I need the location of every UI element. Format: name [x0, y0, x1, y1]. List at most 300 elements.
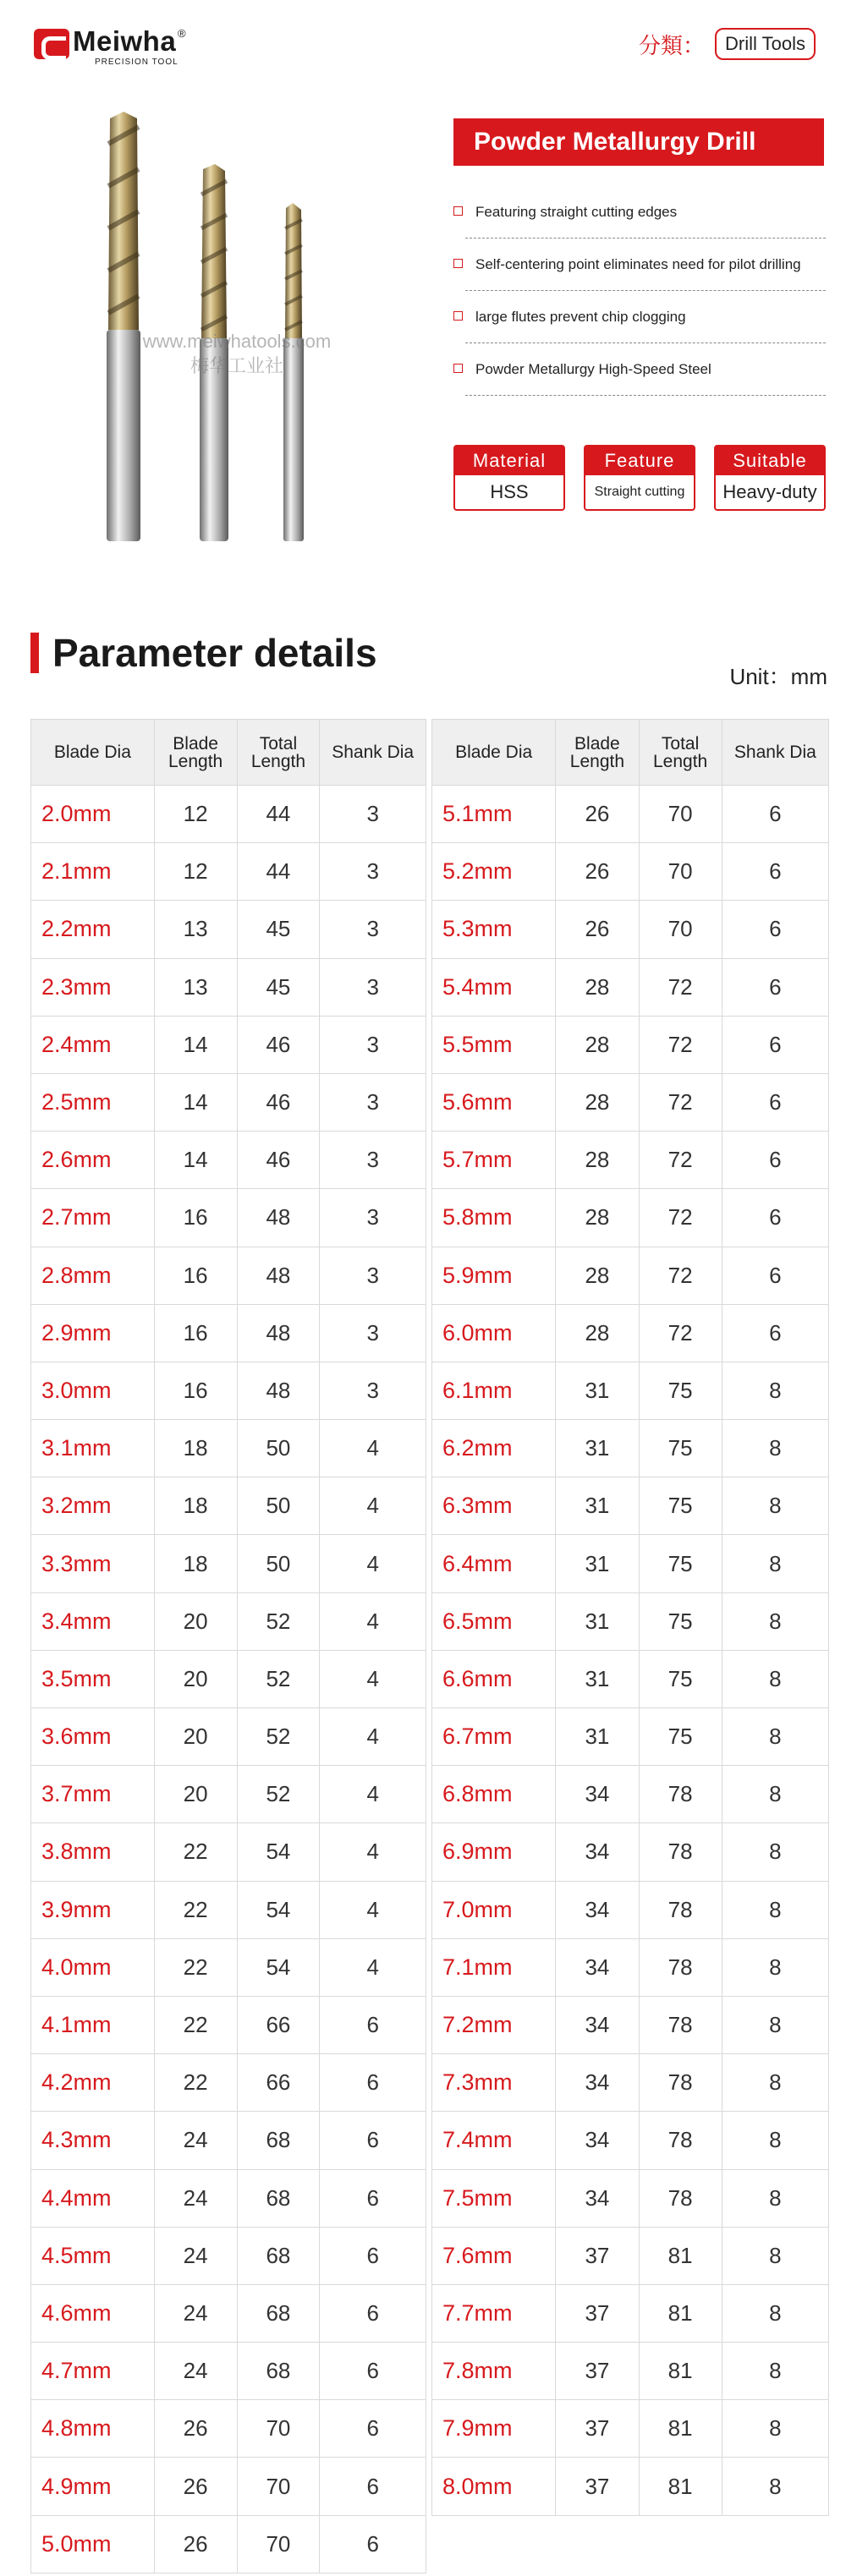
badge-label: Material — [455, 447, 563, 475]
cell-blade-length: 18 — [154, 1477, 237, 1535]
table-row — [31, 2284, 426, 2342]
section-title: Parameter details — [52, 631, 377, 675]
cell-blade-length: 26 — [154, 2458, 237, 2515]
feature-text: Powder Metallurgy High-Speed Steel — [475, 360, 711, 377]
cell-blade-dia: 6.4mm — [432, 1535, 556, 1592]
cell-total-length: 44 — [237, 843, 320, 901]
cell-shank-dia: 6 — [722, 901, 828, 958]
table-row — [432, 2227, 829, 2284]
cell-blade-dia: 2.9mm — [31, 1304, 155, 1362]
header-blade-dia: Blade Dia — [432, 720, 556, 786]
table-row — [31, 2400, 426, 2458]
badge-suitable — [714, 445, 826, 511]
product-title: Powder Metallurgy Drill — [453, 118, 824, 166]
cell-blade-length: 18 — [154, 1535, 237, 1592]
cell-blade-length: 31 — [556, 1477, 639, 1535]
cell-shank-dia: 6 — [722, 1189, 828, 1247]
cell-shank-dia: 8 — [722, 1592, 828, 1650]
table-row — [432, 2169, 829, 2227]
cell-total-length: 78 — [639, 2054, 722, 2112]
cell-total-length: 48 — [237, 1189, 320, 1247]
cell-shank-dia: 6 — [320, 1996, 426, 2053]
cell-blade-length: 34 — [556, 1938, 639, 1996]
cell-shank-dia: 8 — [722, 2054, 828, 2112]
cell-total-length: 78 — [639, 1881, 722, 1938]
cell-shank-dia: 8 — [722, 2284, 828, 2342]
cell-blade-length: 13 — [154, 901, 237, 958]
table-row — [432, 2284, 829, 2342]
cell-blade-length: 28 — [556, 1189, 639, 1247]
cell-shank-dia: 8 — [722, 1362, 828, 1419]
cell-total-length: 54 — [237, 1823, 320, 1881]
badge-value: Heavy-duty — [722, 481, 817, 502]
cell-shank-dia: 4 — [320, 1650, 426, 1707]
cell-shank-dia: 3 — [320, 1132, 426, 1189]
cell-shank-dia: 4 — [320, 1535, 426, 1592]
table-row — [432, 2400, 829, 2458]
feature-text: Featuring straight cutting edges — [475, 203, 678, 220]
cell-total-length: 46 — [237, 1132, 320, 1189]
table-row — [31, 2343, 426, 2400]
badge-value: Straight cutting — [594, 485, 685, 499]
cell-total-length: 70 — [237, 2400, 320, 2458]
cell-blade-dia: 3.2mm — [31, 1477, 155, 1535]
cell-blade-length: 16 — [154, 1304, 237, 1362]
feature-item — [465, 291, 826, 343]
cell-total-length: 70 — [639, 843, 722, 901]
table-row — [31, 1766, 426, 1823]
cell-shank-dia: 8 — [722, 2458, 828, 2515]
cell-blade-length: 20 — [154, 1650, 237, 1707]
cell-total-length: 52 — [237, 1766, 320, 1823]
cell-blade-length: 24 — [154, 2227, 237, 2284]
cell-shank-dia: 8 — [722, 1420, 828, 1477]
cell-total-length: 70 — [639, 786, 722, 843]
header-shank-dia: Shank Dia — [722, 720, 828, 786]
cell-total-length: 54 — [237, 1938, 320, 1996]
cell-blade-length: 22 — [154, 1938, 237, 1996]
cell-total-length: 78 — [639, 1823, 722, 1881]
cell-blade-length: 26 — [556, 786, 639, 843]
cell-blade-dia: 3.9mm — [31, 1881, 155, 1938]
table-row — [432, 1189, 829, 1247]
table-row — [31, 1708, 426, 1766]
cell-blade-length: 22 — [154, 1823, 237, 1881]
cell-shank-dia: 6 — [722, 1016, 828, 1073]
cell-shank-dia: 8 — [722, 2400, 828, 2458]
badge-value: HSS — [490, 481, 529, 502]
cell-blade-length: 37 — [556, 2284, 639, 2342]
cell-shank-dia: 6 — [722, 786, 828, 843]
table-row — [432, 1304, 829, 1362]
cell-total-length: 75 — [639, 1650, 722, 1707]
cell-total-length: 78 — [639, 1996, 722, 2053]
table-row — [432, 1016, 829, 1073]
cell-blade-dia: 5.0mm — [31, 2515, 155, 2573]
cell-blade-length: 18 — [154, 1420, 237, 1477]
cell-shank-dia: 6 — [320, 2515, 426, 2573]
cell-shank-dia: 6 — [722, 1247, 828, 1304]
cell-shank-dia: 3 — [320, 1304, 426, 1362]
watermark-url: www.meiwhatools.com — [142, 331, 332, 352]
cell-blade-length: 16 — [154, 1362, 237, 1419]
table-row — [432, 1535, 829, 1592]
table-row — [31, 2458, 426, 2515]
cell-total-length: 68 — [237, 2343, 320, 2400]
cell-total-length: 75 — [639, 1420, 722, 1477]
badge-material — [453, 445, 565, 511]
params-table-left — [30, 719, 426, 2573]
cell-blade-dia: 6.3mm — [432, 1477, 556, 1535]
spec-badges — [453, 445, 826, 512]
watermark — [110, 330, 364, 378]
table-row — [31, 2515, 426, 2573]
cell-blade-dia: 5.4mm — [432, 958, 556, 1016]
logo-mark-icon — [34, 29, 69, 59]
cell-blade-dia: 6.9mm — [432, 1823, 556, 1881]
cell-blade-dia: 2.8mm — [31, 1247, 155, 1304]
table-row — [31, 1016, 426, 1073]
cell-blade-length: 16 — [154, 1189, 237, 1247]
cell-blade-dia: 6.8mm — [432, 1766, 556, 1823]
cell-blade-dia: 4.5mm — [31, 2227, 155, 2284]
cell-blade-length: 20 — [154, 1766, 237, 1823]
cell-blade-length: 26 — [154, 2515, 237, 2573]
table-row — [31, 2112, 426, 2169]
table-row — [31, 1823, 426, 1881]
cell-total-length: 75 — [639, 1592, 722, 1650]
cell-blade-length: 37 — [556, 2343, 639, 2400]
cell-total-length: 48 — [237, 1362, 320, 1419]
cell-blade-dia: 5.6mm — [432, 1073, 556, 1131]
cell-blade-dia: 5.8mm — [432, 1189, 556, 1247]
table-row — [31, 1362, 426, 1419]
table-row — [31, 786, 426, 843]
cell-blade-dia: 5.9mm — [432, 1247, 556, 1304]
cell-shank-dia: 4 — [320, 1708, 426, 1766]
cell-shank-dia: 8 — [722, 1708, 828, 1766]
cell-shank-dia: 6 — [320, 2227, 426, 2284]
table-row — [31, 1881, 426, 1938]
cell-total-length: 81 — [639, 2458, 722, 2515]
cell-blade-length: 12 — [154, 786, 237, 843]
cell-shank-dia: 6 — [320, 2284, 426, 2342]
cell-shank-dia: 6 — [722, 958, 828, 1016]
cell-shank-dia: 6 — [320, 2343, 426, 2400]
cell-total-length: 72 — [639, 1247, 722, 1304]
category-value: Drill Tools — [715, 28, 816, 60]
cell-blade-length: 34 — [556, 1823, 639, 1881]
table-row — [31, 2227, 426, 2284]
cell-shank-dia: 3 — [320, 1247, 426, 1304]
badge-feature — [584, 445, 695, 511]
cell-shank-dia: 8 — [722, 1766, 828, 1823]
cell-shank-dia: 3 — [320, 1073, 426, 1131]
cell-blade-length: 26 — [556, 843, 639, 901]
header-total-length: Total Length — [639, 720, 722, 786]
table-row — [432, 1823, 829, 1881]
table-row — [432, 1650, 829, 1707]
badge-label: Suitable — [716, 447, 824, 475]
cell-shank-dia: 6 — [722, 843, 828, 901]
cell-total-length: 68 — [237, 2227, 320, 2284]
cell-shank-dia: 6 — [722, 1304, 828, 1362]
table-header-row — [31, 720, 426, 786]
table-row — [31, 1938, 426, 1996]
cell-shank-dia: 4 — [320, 1766, 426, 1823]
cell-shank-dia: 4 — [320, 1420, 426, 1477]
cell-shank-dia: 6 — [722, 1132, 828, 1189]
cell-blade-length: 34 — [556, 2169, 639, 2227]
watermark-company: 梅华工业社 — [190, 354, 283, 376]
cell-total-length: 78 — [639, 1938, 722, 1996]
table-row — [31, 2054, 426, 2112]
cell-total-length: 72 — [639, 1304, 722, 1362]
cell-total-length: 46 — [237, 1073, 320, 1131]
cell-total-length: 72 — [639, 1016, 722, 1073]
table-row — [31, 1996, 426, 2053]
cell-blade-dia: 5.1mm — [432, 786, 556, 843]
section-heading — [30, 631, 377, 675]
cell-blade-length: 34 — [556, 2054, 639, 2112]
table-row — [432, 901, 829, 958]
cell-blade-dia: 7.0mm — [432, 1881, 556, 1938]
cell-blade-dia: 2.5mm — [31, 1073, 155, 1131]
cell-total-length: 70 — [237, 2515, 320, 2573]
table-row — [31, 1650, 426, 1707]
cell-blade-dia: 2.1mm — [31, 843, 155, 901]
table-row — [31, 1073, 426, 1131]
category-label: 分類： — [639, 33, 706, 59]
table-row — [31, 1247, 426, 1304]
cell-shank-dia: 8 — [722, 2227, 828, 2284]
table-row — [432, 958, 829, 1016]
cell-blade-dia: 2.7mm — [31, 1189, 155, 1247]
cell-total-length: 81 — [639, 2400, 722, 2458]
table-row — [432, 2458, 829, 2515]
cell-total-length: 75 — [639, 1535, 722, 1592]
cell-blade-length: 22 — [154, 2054, 237, 2112]
cell-blade-length: 16 — [154, 1247, 237, 1304]
cell-blade-length: 28 — [556, 1073, 639, 1131]
feature-text: large flutes prevent chip clogging — [475, 308, 686, 325]
cell-blade-length: 31 — [556, 1420, 639, 1477]
cell-total-length: 78 — [639, 2169, 722, 2227]
cell-blade-length: 31 — [556, 1362, 639, 1419]
cell-blade-length: 34 — [556, 1881, 639, 1938]
header-total-length: Total Length — [237, 720, 320, 786]
cell-blade-dia: 3.5mm — [31, 1650, 155, 1707]
cell-total-length: 66 — [237, 2054, 320, 2112]
table-row — [432, 843, 829, 901]
cell-blade-length: 24 — [154, 2169, 237, 2227]
cell-shank-dia: 8 — [722, 1535, 828, 1592]
cell-blade-length: 20 — [154, 1708, 237, 1766]
cell-blade-length: 12 — [154, 843, 237, 901]
params-table-right — [431, 719, 829, 2516]
cell-total-length: 81 — [639, 2284, 722, 2342]
cell-shank-dia: 8 — [722, 1996, 828, 2053]
cell-blade-length: 31 — [556, 1535, 639, 1592]
cell-total-length: 50 — [237, 1477, 320, 1535]
cell-blade-dia: 4.3mm — [31, 2112, 155, 2169]
table-row — [432, 1881, 829, 1938]
cell-total-length: 68 — [237, 2169, 320, 2227]
table-row — [31, 1535, 426, 1592]
cell-shank-dia: 3 — [320, 1362, 426, 1419]
table-row — [31, 843, 426, 901]
cell-shank-dia: 3 — [320, 958, 426, 1016]
cell-blade-dia: 3.0mm — [31, 1362, 155, 1419]
table-row — [432, 1592, 829, 1650]
cell-blade-length: 34 — [556, 2112, 639, 2169]
cell-total-length: 81 — [639, 2343, 722, 2400]
cell-blade-dia: 6.5mm — [432, 1592, 556, 1650]
cell-blade-dia: 4.4mm — [31, 2169, 155, 2227]
cell-total-length: 75 — [639, 1708, 722, 1766]
cell-blade-dia: 2.2mm — [31, 901, 155, 958]
cell-total-length: 66 — [237, 1996, 320, 2053]
cell-blade-dia: 3.3mm — [31, 1535, 155, 1592]
cell-blade-dia: 7.5mm — [432, 2169, 556, 2227]
cell-blade-length: 28 — [556, 1132, 639, 1189]
feature-text: Self-centering point eliminates need for pilot drilling — [475, 255, 801, 272]
badge-label: Feature — [585, 447, 694, 475]
cell-total-length: 70 — [237, 2458, 320, 2515]
cell-blade-dia: 5.5mm — [432, 1016, 556, 1073]
cell-total-length: 48 — [237, 1247, 320, 1304]
cell-blade-length: 28 — [556, 958, 639, 1016]
cell-blade-dia: 7.7mm — [432, 2284, 556, 2342]
cell-blade-length: 14 — [154, 1073, 237, 1131]
table-row — [432, 1073, 829, 1131]
table-row — [432, 1247, 829, 1304]
cell-shank-dia: 3 — [320, 1189, 426, 1247]
cell-shank-dia: 3 — [320, 843, 426, 901]
cell-blade-length: 31 — [556, 1592, 639, 1650]
table-row — [31, 1189, 426, 1247]
cell-shank-dia: 8 — [722, 1938, 828, 1996]
cell-shank-dia: 4 — [320, 1938, 426, 1996]
cell-shank-dia: 6 — [320, 2400, 426, 2458]
cell-total-length: 68 — [237, 2284, 320, 2342]
cell-shank-dia: 3 — [320, 901, 426, 958]
cell-blade-length: 26 — [556, 901, 639, 958]
cell-blade-length: 14 — [154, 1132, 237, 1189]
cell-total-length: 52 — [237, 1592, 320, 1650]
cell-total-length: 72 — [639, 1189, 722, 1247]
cell-blade-dia: 6.0mm — [432, 1304, 556, 1362]
header-blade-length: Blade Length — [154, 720, 237, 786]
brand-logo — [34, 25, 203, 68]
cell-blade-dia: 2.3mm — [31, 958, 155, 1016]
cell-blade-dia: 3.4mm — [31, 1592, 155, 1650]
unit-label: Unit：mm — [729, 664, 827, 689]
cell-blade-dia: 6.2mm — [432, 1420, 556, 1477]
cell-total-length: 81 — [639, 2227, 722, 2284]
cell-blade-length: 24 — [154, 2343, 237, 2400]
cell-total-length: 54 — [237, 1881, 320, 1938]
table-row — [432, 1362, 829, 1419]
table-row — [31, 958, 426, 1016]
cell-blade-dia: 8.0mm — [432, 2458, 556, 2515]
cell-shank-dia: 8 — [722, 1881, 828, 1938]
cell-blade-length: 13 — [154, 958, 237, 1016]
cell-blade-dia: 7.4mm — [432, 2112, 556, 2169]
cell-blade-length: 26 — [154, 2400, 237, 2458]
table-row — [432, 1766, 829, 1823]
cell-blade-dia: 6.6mm — [432, 1650, 556, 1707]
cell-total-length: 78 — [639, 1766, 722, 1823]
cell-blade-length: 37 — [556, 2227, 639, 2284]
feature-item — [465, 238, 826, 291]
heading-accent-bar — [30, 633, 39, 673]
header-blade-length: Blade Length — [556, 720, 639, 786]
cell-total-length: 68 — [237, 2112, 320, 2169]
table-row — [432, 786, 829, 843]
cell-shank-dia: 8 — [722, 2343, 828, 2400]
cell-total-length: 72 — [639, 1132, 722, 1189]
cell-shank-dia: 4 — [320, 1823, 426, 1881]
cell-blade-dia: 3.7mm — [31, 1766, 155, 1823]
cell-blade-dia: 4.2mm — [31, 2054, 155, 2112]
square-bullet-icon — [453, 259, 463, 268]
cell-total-length: 52 — [237, 1650, 320, 1707]
cell-blade-length: 20 — [154, 1592, 237, 1650]
table-row — [432, 2112, 829, 2169]
cell-total-length: 75 — [639, 1477, 722, 1535]
cell-shank-dia: 8 — [722, 2112, 828, 2169]
cell-blade-length: 24 — [154, 2284, 237, 2342]
brand-subtitle: PRECISION TOOL — [95, 58, 179, 67]
cell-shank-dia: 4 — [320, 1592, 426, 1650]
cell-blade-dia: 6.1mm — [432, 1362, 556, 1419]
cell-blade-dia: 4.7mm — [31, 2343, 155, 2400]
cell-blade-dia: 4.8mm — [31, 2400, 155, 2458]
cell-blade-length: 34 — [556, 1766, 639, 1823]
cell-shank-dia: 4 — [320, 1477, 426, 1535]
header-blade-dia: Blade Dia — [31, 720, 155, 786]
table-row — [31, 1592, 426, 1650]
table-row — [432, 1996, 829, 2053]
registered-mark: ® — [178, 27, 186, 40]
category — [639, 25, 816, 63]
table-row — [432, 2343, 829, 2400]
cell-shank-dia: 6 — [320, 2054, 426, 2112]
cell-blade-length: 34 — [556, 1996, 639, 2053]
feature-list — [453, 186, 826, 396]
cell-blade-dia: 4.0mm — [31, 1938, 155, 1996]
cell-blade-dia: 3.1mm — [31, 1420, 155, 1477]
feature-item — [465, 186, 826, 238]
cell-blade-length: 22 — [154, 1881, 237, 1938]
table-row — [31, 1304, 426, 1362]
table-row — [31, 1477, 426, 1535]
table-row — [432, 1938, 829, 1996]
cell-blade-length: 28 — [556, 1304, 639, 1362]
cell-total-length: 75 — [639, 1362, 722, 1419]
cell-blade-dia: 2.6mm — [31, 1132, 155, 1189]
square-bullet-icon — [453, 311, 463, 321]
table-row — [432, 2054, 829, 2112]
cell-total-length: 50 — [237, 1535, 320, 1592]
table-row — [432, 1132, 829, 1189]
cell-blade-length: 24 — [154, 2112, 237, 2169]
cell-blade-dia: 4.9mm — [31, 2458, 155, 2515]
cell-total-length: 72 — [639, 1073, 722, 1131]
header-shank-dia: Shank Dia — [320, 720, 426, 786]
cell-total-length: 45 — [237, 901, 320, 958]
